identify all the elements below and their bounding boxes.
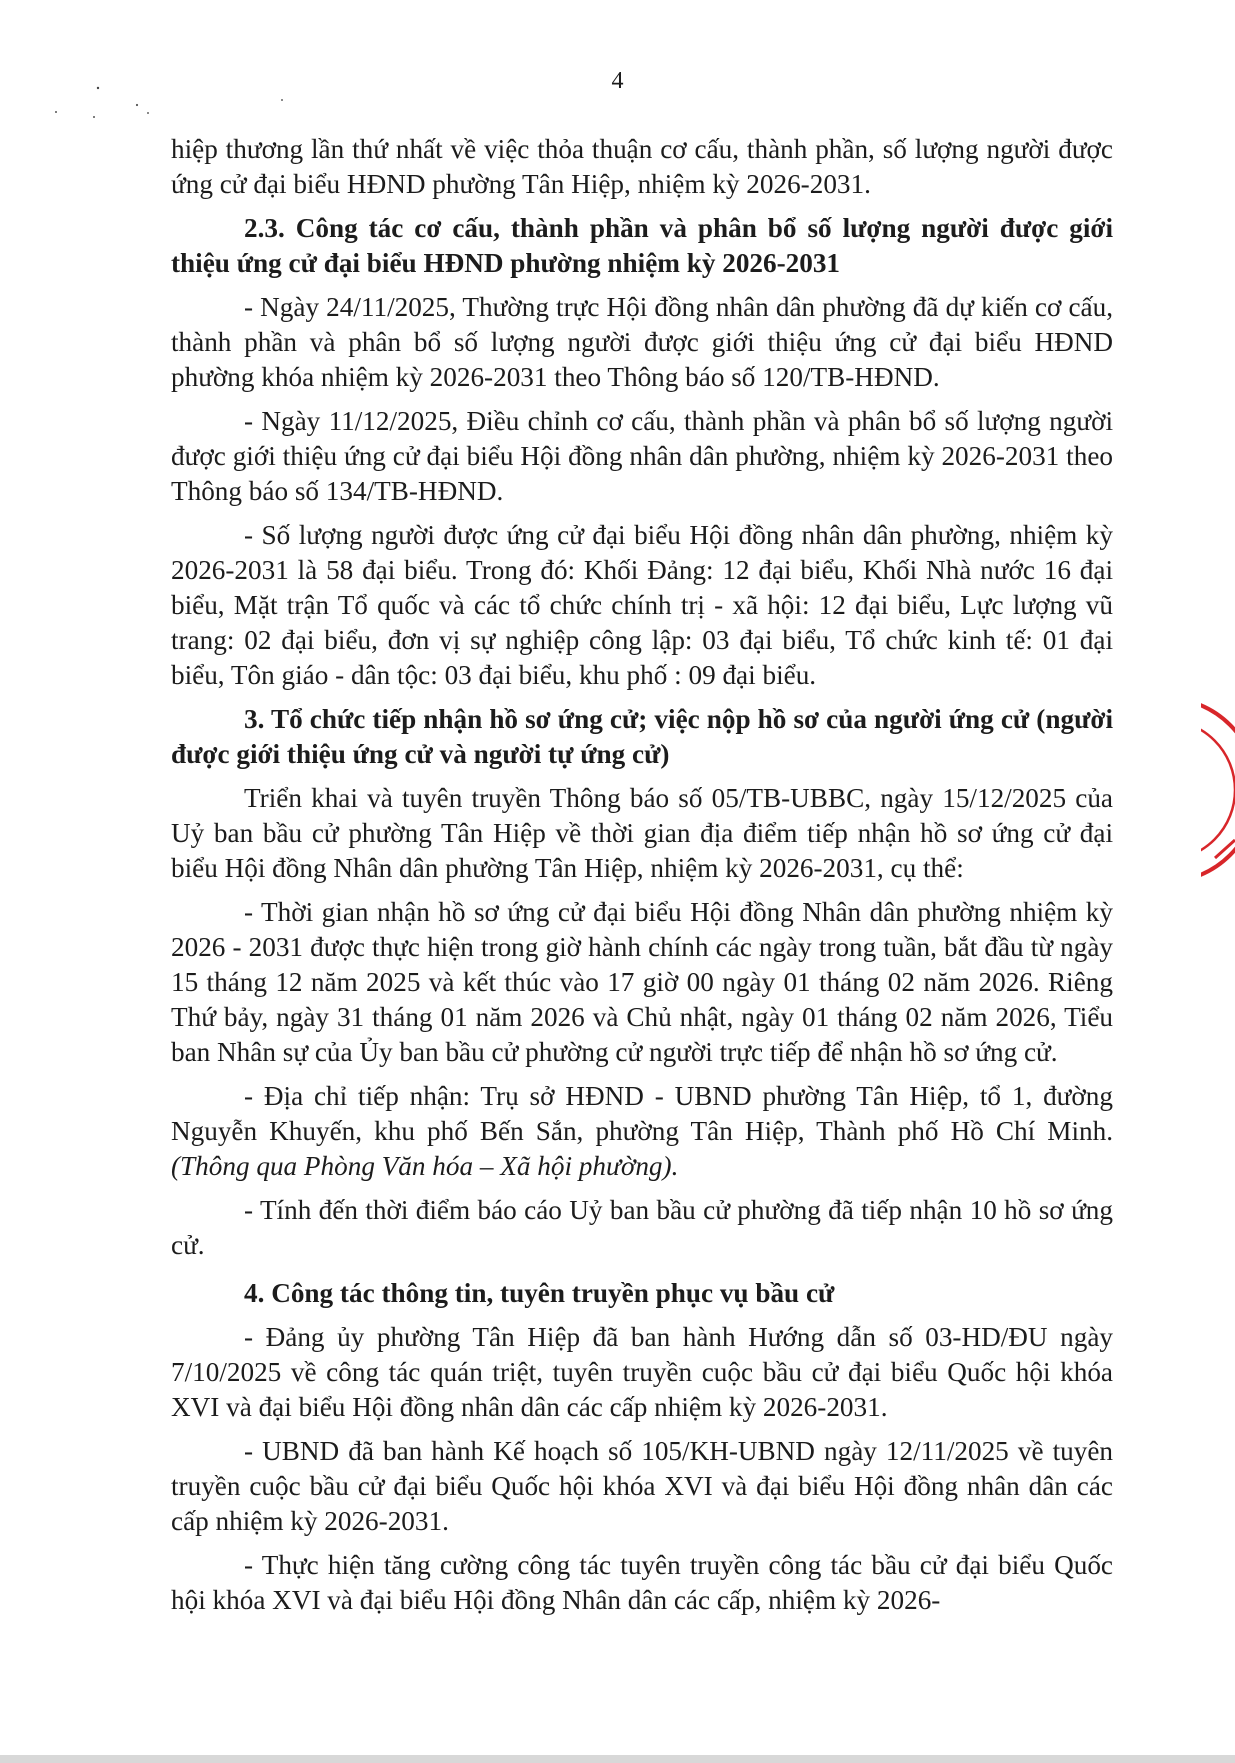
- paragraph: - Thời gian nhận hồ sơ ứng cử đại biểu Hội đồng Nhân dân phường nhiệm kỳ 2026 - 2031 được thực hiện trong giờ hành chính các ngày trong tuần, bắt đầu từ ngày 15 tháng 12 năm 2025 và kết thúc vào 17 giờ 00 ngày 01 tháng 02 năm 2026. Riêng Thứ bảy, ngày 31 tháng 01 năm 2026 và Chủ nhật, ngày 01 tháng 02 năm 2026, Tiểu ban Nhân sự của Ủy ban bầu cử phường cử người trực tiếp để nhận hồ sơ ứng cử.: [171, 897, 1113, 1067]
- paragraph: - Thực hiện tăng cường công tác tuyên truyền công tác bầu cử đại biểu Quốc hội khóa XVI và đại biểu Hội đồng Nhân dân các cấp, nhiệm kỳ 2026-: [171, 1550, 1113, 1615]
- paragraph: - Đảng ủy phường Tân Hiệp đã ban hành Hướng dẫn số 03-HD/ĐU ngày 7/10/2025 về công tác quán triệt, tuyên truyền cuộc bầu cử đại biểu Quốc hội khóa XVI và đại biểu Hội đồng nhân dân các cấp nhiệm kỳ 2026-2031.: [171, 1322, 1113, 1422]
- paragraph: Triển khai và tuyên truyền Thông báo số 05/TB-UBBC, ngày 15/12/2025 của Uỷ ban bầu cử phường Tân Hiệp về thời gian địa điểm tiếp nhận hồ sơ ứng cử đại biểu Hội đồng Nhân dân phường Tân Hiệp, nhiệm kỳ 2026-2031, cụ thể:: [171, 783, 1113, 883]
- document-body: [171, 132, 1113, 1627]
- paragraph: - Số lượng người được ứng cử đại biểu Hội đồng nhân dân phường, nhiệm kỳ 2026-2031 là 58 đại biểu. Trong đó: Khối Đảng: 12 đại biểu, Khối Nhà nước 16 đại biểu, Mặt trận Tổ quốc và các tổ chức chính trị - xã hội: 12 đại biểu, Lực lượng vũ trang: 02 đại biểu, đơn vị sự nghiệp công lập: 03 đại biểu, Tổ chức kinh tế: 01 đại biểu, Tôn giáo - dân tộc: 03 đại biểu, khu phố : 09 đại biểu.: [171, 520, 1113, 690]
- intro-paragraph: hiệp thương lần thứ nhất về việc thỏa thuận cơ cấu, thành phần, số lượng người được ứng cử đại biểu HĐND phường Tân Hiệp, nhiệm kỳ 2026-2031.: [171, 134, 1113, 199]
- paragraph: - Tính đến thời điểm báo cáo Uỷ ban bầu cử phường đã tiếp nhận 10 hồ sơ ứng cử.: [171, 1195, 1113, 1260]
- section-heading-4: 4. Công tác thông tin, tuyên truyền phục vụ bầu cử: [244, 1278, 835, 1308]
- paragraph: - Ngày 24/11/2025, Thường trực Hội đồng nhân dân phường đã dự kiến cơ cấu, thành phần và phân bổ số lượng người được giới thiệu ứng cử đại biểu HĐND phường khóa nhiệm kỳ 2026-2031 theo Thông báo số 120/TB-HĐND.: [171, 292, 1113, 392]
- paragraph: [171, 1079, 1113, 1184]
- scan-edge: [0, 1755, 1235, 1763]
- red-seal-stamp: CỬ HIỆ: [1201, 690, 1235, 890]
- paragraph: - Ngày 11/12/2025, Điều chỉnh cơ cấu, thành phần và phân bổ số lượng người được giới thiệu ứng cử đại biểu Hội đồng nhân dân phường, nhiệm kỳ 2026-2031 theo Thông báo số 134/TB-HĐND.: [171, 406, 1113, 506]
- address-note: (Thông qua Phòng Văn hóa – Xã hội phường).: [171, 1151, 679, 1181]
- page-number: 4: [611, 68, 624, 94]
- address-text: - Địa chỉ tiếp nhận: Trụ sở HĐND - UBND phường Tân Hiệp, tổ 1, đường Nguyễn Khuyến, khu phố Bến Sắn, phường Tân Hiệp, Thành phố Hồ Chí Minh.: [171, 1081, 1113, 1146]
- section-heading-2-3: 2.3. Công tác cơ cấu, thành phần và phân bổ số lượng người được giới thiệu ứng cử đại biểu HĐND phường nhiệm kỳ 2026-2031: [171, 213, 1113, 278]
- paragraph: - UBND đã ban hành Kế hoạch số 105/KH-UBND ngày 12/11/2025 về tuyên truyền cuộc bầu cử đại biểu Quốc hội khóa XVI và đại biểu Hội đồng nhân dân các cấp nhiệm kỳ 2026-2031.: [171, 1436, 1113, 1536]
- section-heading-3: 3. Tổ chức tiếp nhận hồ sơ ứng cử; việc nộp hồ sơ của người ứng cử (người được giới thiệu ứng cử và người tự ứng cử): [171, 704, 1113, 769]
